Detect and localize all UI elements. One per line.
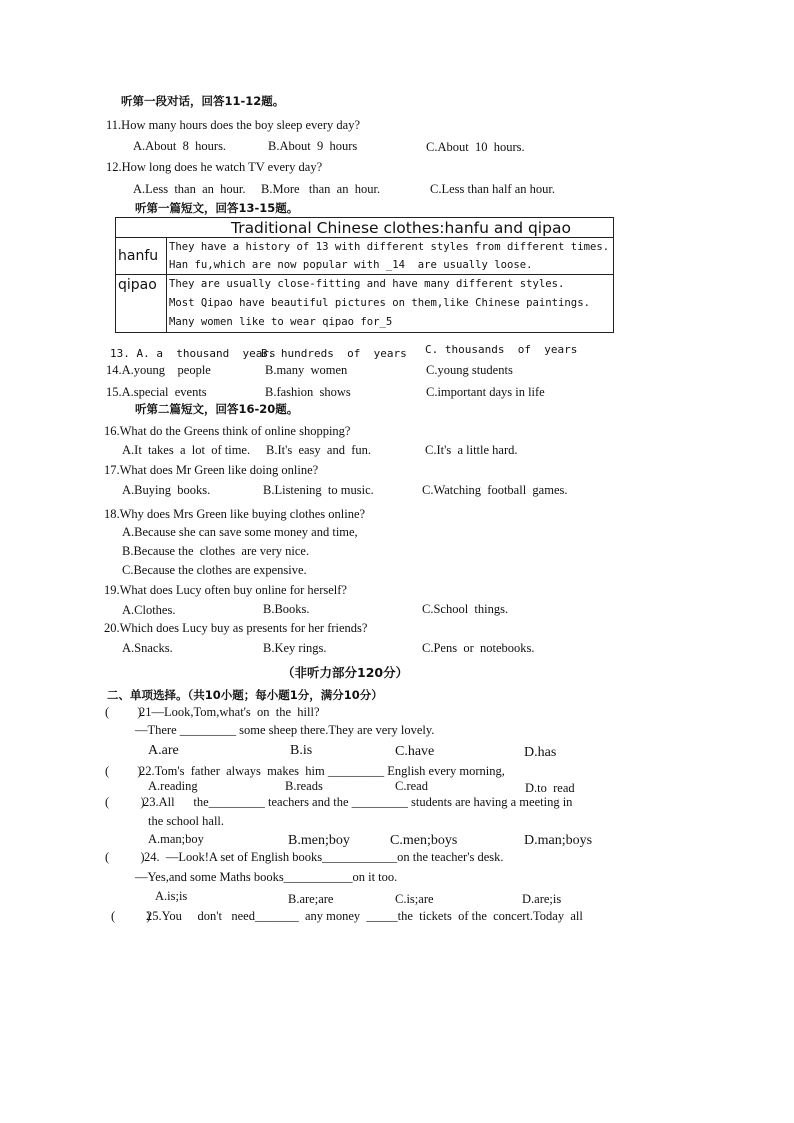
q21-answer-blank: ( ) bbox=[105, 705, 142, 719]
table-row-qipao bbox=[167, 275, 614, 333]
q24-line-2: —Yes,and some Maths books___________on it too. bbox=[135, 870, 398, 884]
q21-option-a: A.are bbox=[148, 743, 179, 758]
dialogue-heading: 听第一段对话，回答11-12题。 bbox=[121, 94, 285, 108]
q19-option-a: A.Clothes. bbox=[122, 603, 176, 617]
q14-option-a: 14.A.young people bbox=[106, 363, 211, 377]
hanfu-line-2: Han fu,which are now popular with _14 are usually loose. bbox=[169, 259, 533, 271]
q13-option-a: 13. A. a thousand years bbox=[110, 347, 276, 360]
question-25: 25.You don't need_______ any money _____the tickets of the concert.Today all bbox=[146, 909, 583, 923]
q17-option-b: B.Listening to music. bbox=[263, 483, 374, 497]
question-23: 23.All the_________ teachers and the _________ students are having a meeting in bbox=[143, 795, 573, 809]
q23-option-b: B.men;boy bbox=[288, 833, 350, 848]
q20-option-c: C.Pens or notebooks. bbox=[422, 641, 535, 655]
q15-option-c: C.important days in life bbox=[426, 385, 545, 399]
q12-option-b: B.More than an hour. bbox=[261, 182, 381, 196]
q24-answer-blank: ( ) bbox=[105, 850, 145, 864]
table-label-hanfu: hanfu bbox=[116, 238, 167, 275]
non-listening-heading: （非听力部分120分） bbox=[282, 665, 409, 680]
q22-option-b: B.reads bbox=[285, 779, 323, 793]
table-row-hanfu bbox=[167, 238, 614, 275]
q14-option-b: B.many women bbox=[265, 363, 348, 377]
qipao-line-2: Most Qipao have beautiful pictures on them,like Chinese paintings. bbox=[169, 297, 590, 309]
q12-option-a: A.Less than an hour. bbox=[133, 182, 246, 196]
q15-option-b: B.fashion shows bbox=[265, 385, 351, 399]
q17-option-c: C.Watching football games. bbox=[422, 483, 568, 497]
q25-answer-blank: ( ) bbox=[111, 909, 151, 923]
qipao-line-3: Many women like to wear qipao for_5 bbox=[169, 316, 393, 328]
q20-option-b: B.Key rings. bbox=[263, 641, 327, 655]
section2-heading: 二、单项选择。（共10小题；每小题1分，满分10分） bbox=[107, 688, 383, 702]
q12-option-c: C.Less than half an hour. bbox=[430, 182, 555, 196]
question-19: 19.What does Lucy often buy online for herself? bbox=[104, 583, 347, 597]
q19-option-b: B.Books. bbox=[263, 602, 310, 616]
q21-line-2: —There _________ some sheep there.They are very lovely. bbox=[135, 723, 435, 737]
q23-option-d: D.man;boys bbox=[524, 833, 593, 848]
hanfu-line-1: They have a history of 13 with different styles from different times. bbox=[169, 241, 610, 253]
question-21: 21—Look,Tom,what's on the hill? bbox=[139, 705, 320, 719]
q15-option-a: 15.A.special events bbox=[106, 385, 207, 399]
q24-option-a: A.is;is bbox=[155, 889, 188, 903]
table-title: Traditional Chinese clothes:hanfu and qipao bbox=[116, 218, 614, 238]
q18-option-a: A.Because she can save some money and time, bbox=[122, 525, 358, 539]
q16-option-a: A.It takes a lot of time. bbox=[122, 443, 251, 457]
passage2-heading: 听第二篇短文，回答16-20题。 bbox=[135, 402, 299, 416]
q11-option-c: C.About 10 hours. bbox=[426, 140, 525, 154]
q17-option-a: A.Buying books. bbox=[122, 483, 211, 497]
q20-option-a: A.Snacks. bbox=[122, 641, 173, 655]
q21-option-c: C.have bbox=[395, 744, 435, 759]
q22-option-c: C.read bbox=[395, 779, 428, 793]
q23-option-c: C.men;boys bbox=[390, 833, 458, 848]
question-12: 12.How long does he watch TV every day? bbox=[106, 160, 323, 174]
q16-option-b: B.It's easy and fun. bbox=[266, 443, 372, 457]
q23-answer-blank: ( ) bbox=[105, 795, 145, 809]
q18-option-b: B.Because the clothes are very nice. bbox=[122, 544, 310, 558]
q14-option-c: C.young students bbox=[426, 363, 513, 377]
question-18: 18.Why does Mrs Green like buying clothes online? bbox=[104, 507, 366, 521]
q24-option-b: B.are;are bbox=[288, 892, 334, 906]
q21-option-b: B.is bbox=[290, 743, 313, 758]
question-20: 20.Which does Lucy buy as presents for her friends? bbox=[104, 621, 368, 635]
clothes-table bbox=[115, 217, 614, 333]
qipao-line-1: They are usually close-fitting and have many different styles. bbox=[169, 278, 565, 290]
q23-line-2: the school hall. bbox=[148, 814, 225, 828]
table-label-qipao: qipao bbox=[116, 275, 167, 333]
q24-option-d: D.are;is bbox=[522, 892, 562, 906]
q22-option-d: D.to read bbox=[525, 781, 575, 795]
q23-option-a: A.man;boy bbox=[148, 832, 204, 846]
q16-option-c: C.It's a little hard. bbox=[425, 443, 518, 457]
q21-option-d: D.has bbox=[524, 745, 557, 760]
q13-option-c: C. thousands of years bbox=[425, 343, 578, 356]
question-11: 11.How many hours does the boy sleep every day? bbox=[106, 118, 360, 132]
q22-option-a: A.reading bbox=[148, 779, 198, 793]
q24-option-c: C.is;are bbox=[395, 892, 434, 906]
question-17: 17.What does Mr Green like doing online? bbox=[104, 463, 319, 477]
question-22: 22.Tom's father always makes him _________ English every morning, bbox=[139, 764, 505, 778]
q11-option-b: B.About 9 hours bbox=[268, 139, 358, 153]
q19-option-c: C.School things. bbox=[422, 602, 509, 616]
question-16: 16.What do the Greens think of online shopping? bbox=[104, 424, 351, 438]
question-24: 24. —Look!A set of English books____________on the teacher's desk. bbox=[144, 850, 504, 864]
q11-option-a: A.About 8 hours. bbox=[133, 139, 227, 153]
q13-option-b: B. hundreds of years bbox=[261, 347, 407, 360]
q18-option-c: C.Because the clothes are expensive. bbox=[122, 563, 307, 577]
passage1-heading: 听第一篇短文，回答13-15题。 bbox=[135, 201, 299, 215]
q22-answer-blank: ( ) bbox=[105, 764, 142, 778]
